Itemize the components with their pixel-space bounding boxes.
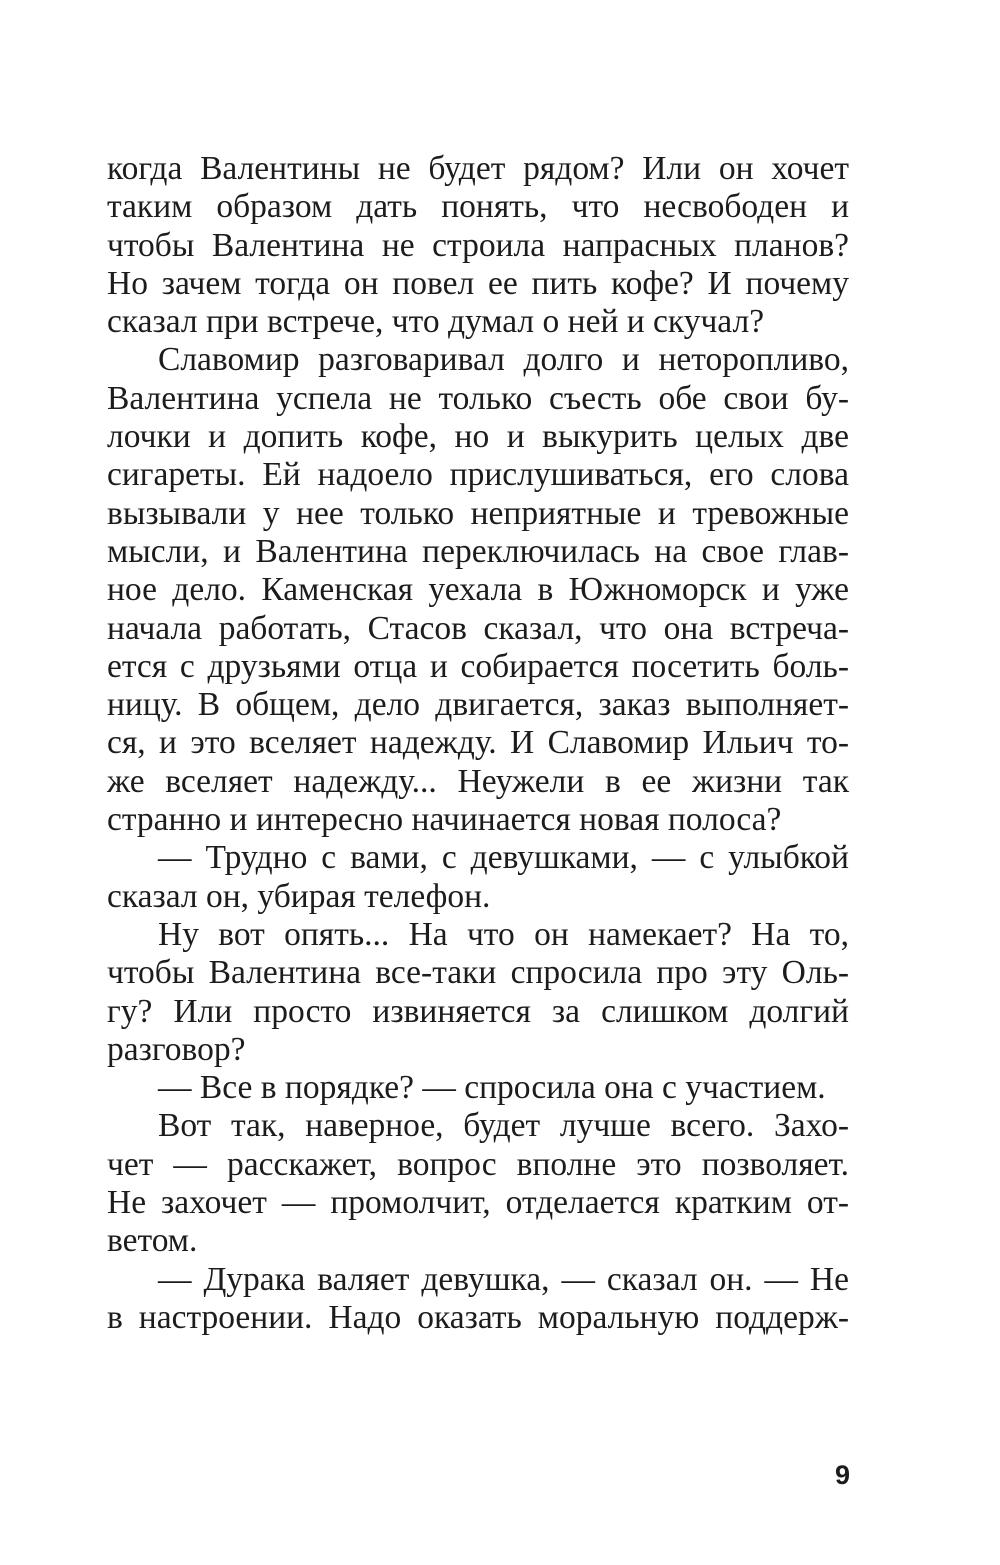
- text-line: Валентина успела не только съесть обе свои бу-: [107, 379, 849, 417]
- text-line: же вселяет надежду... Неужели в ее жизни так: [107, 762, 849, 800]
- body-text: [107, 150, 849, 1337]
- text-line: странно и интересно начинается новая полоса?: [107, 801, 782, 839]
- text-line: разговор?: [107, 1030, 246, 1068]
- text-line: сказал он, убирая телефон.: [107, 877, 491, 915]
- text-line: чет — расскажет, вопрос вполне это позволяет.: [107, 1145, 849, 1183]
- text-line: начала работать, Стасов сказал, что она встреча-: [107, 609, 849, 647]
- paragraph-first-line: — Дурака валяет девушка, — сказал он. — Не: [158, 1260, 849, 1298]
- text-line: мысли, и Валентина переключилась на свое глав-: [107, 532, 849, 570]
- page-number: 9: [834, 1460, 850, 1490]
- text-line: ется с друзьями отца и собирается посетить боль-: [107, 647, 849, 685]
- text-line: когда Валентины не будет рядом? Или он хочет: [107, 150, 849, 187]
- text-line: лочки и допить кофе, но и выкурить целых две: [107, 418, 849, 456]
- text-line: гу? Или просто извиняется за слишком долгий: [107, 992, 849, 1030]
- text-line: таким образом дать понять, что несвободен и: [107, 188, 849, 226]
- paragraph-first-line: Ну вот опять... На что он намекает? На то,: [158, 915, 849, 953]
- text-line: чтобы Валентина не строила напрасных планов?: [107, 226, 849, 264]
- text-line: Но зачем тогда он повел ее пить кофе? И почему: [107, 264, 849, 302]
- text-line: в настроении. Надо оказать моральную поддерж-: [107, 1298, 849, 1336]
- text-line: ся, и это вселяет надежду. И Славомир Ильич то-: [107, 724, 849, 762]
- text-line: ветом.: [107, 1222, 198, 1260]
- text-line: вызывали у нее только неприятные и тревожные: [107, 494, 849, 532]
- text-line: сигареты. Ей надоело прислушиваться, его слова: [107, 456, 849, 494]
- text-line: Не захочет — промолчит, отделается кратким от-: [107, 1184, 849, 1222]
- text-line: чтобы Валентина все-таки спросила про эту Оль-: [107, 954, 849, 992]
- paragraph-first-line: Славомир разговаривал долго и неторопливо,: [158, 341, 849, 379]
- paragraph-first-line: Вот так, наверное, будет лучше всего. Захо-: [158, 1107, 849, 1145]
- paragraph-first-line: — Трудно с вами, с девушками, — с улыбкой: [158, 839, 849, 877]
- text-line: сказал при встрече, что думал о ней и скучал?: [107, 303, 765, 341]
- text-line: ное дело. Каменская уехала в Южноморск и уже: [107, 571, 849, 609]
- text-line: ницу. В общем, дело двигается, заказ выполняет-: [107, 686, 849, 724]
- paragraph-first-line: — Все в порядке? — спросила она с участием.: [158, 1069, 826, 1107]
